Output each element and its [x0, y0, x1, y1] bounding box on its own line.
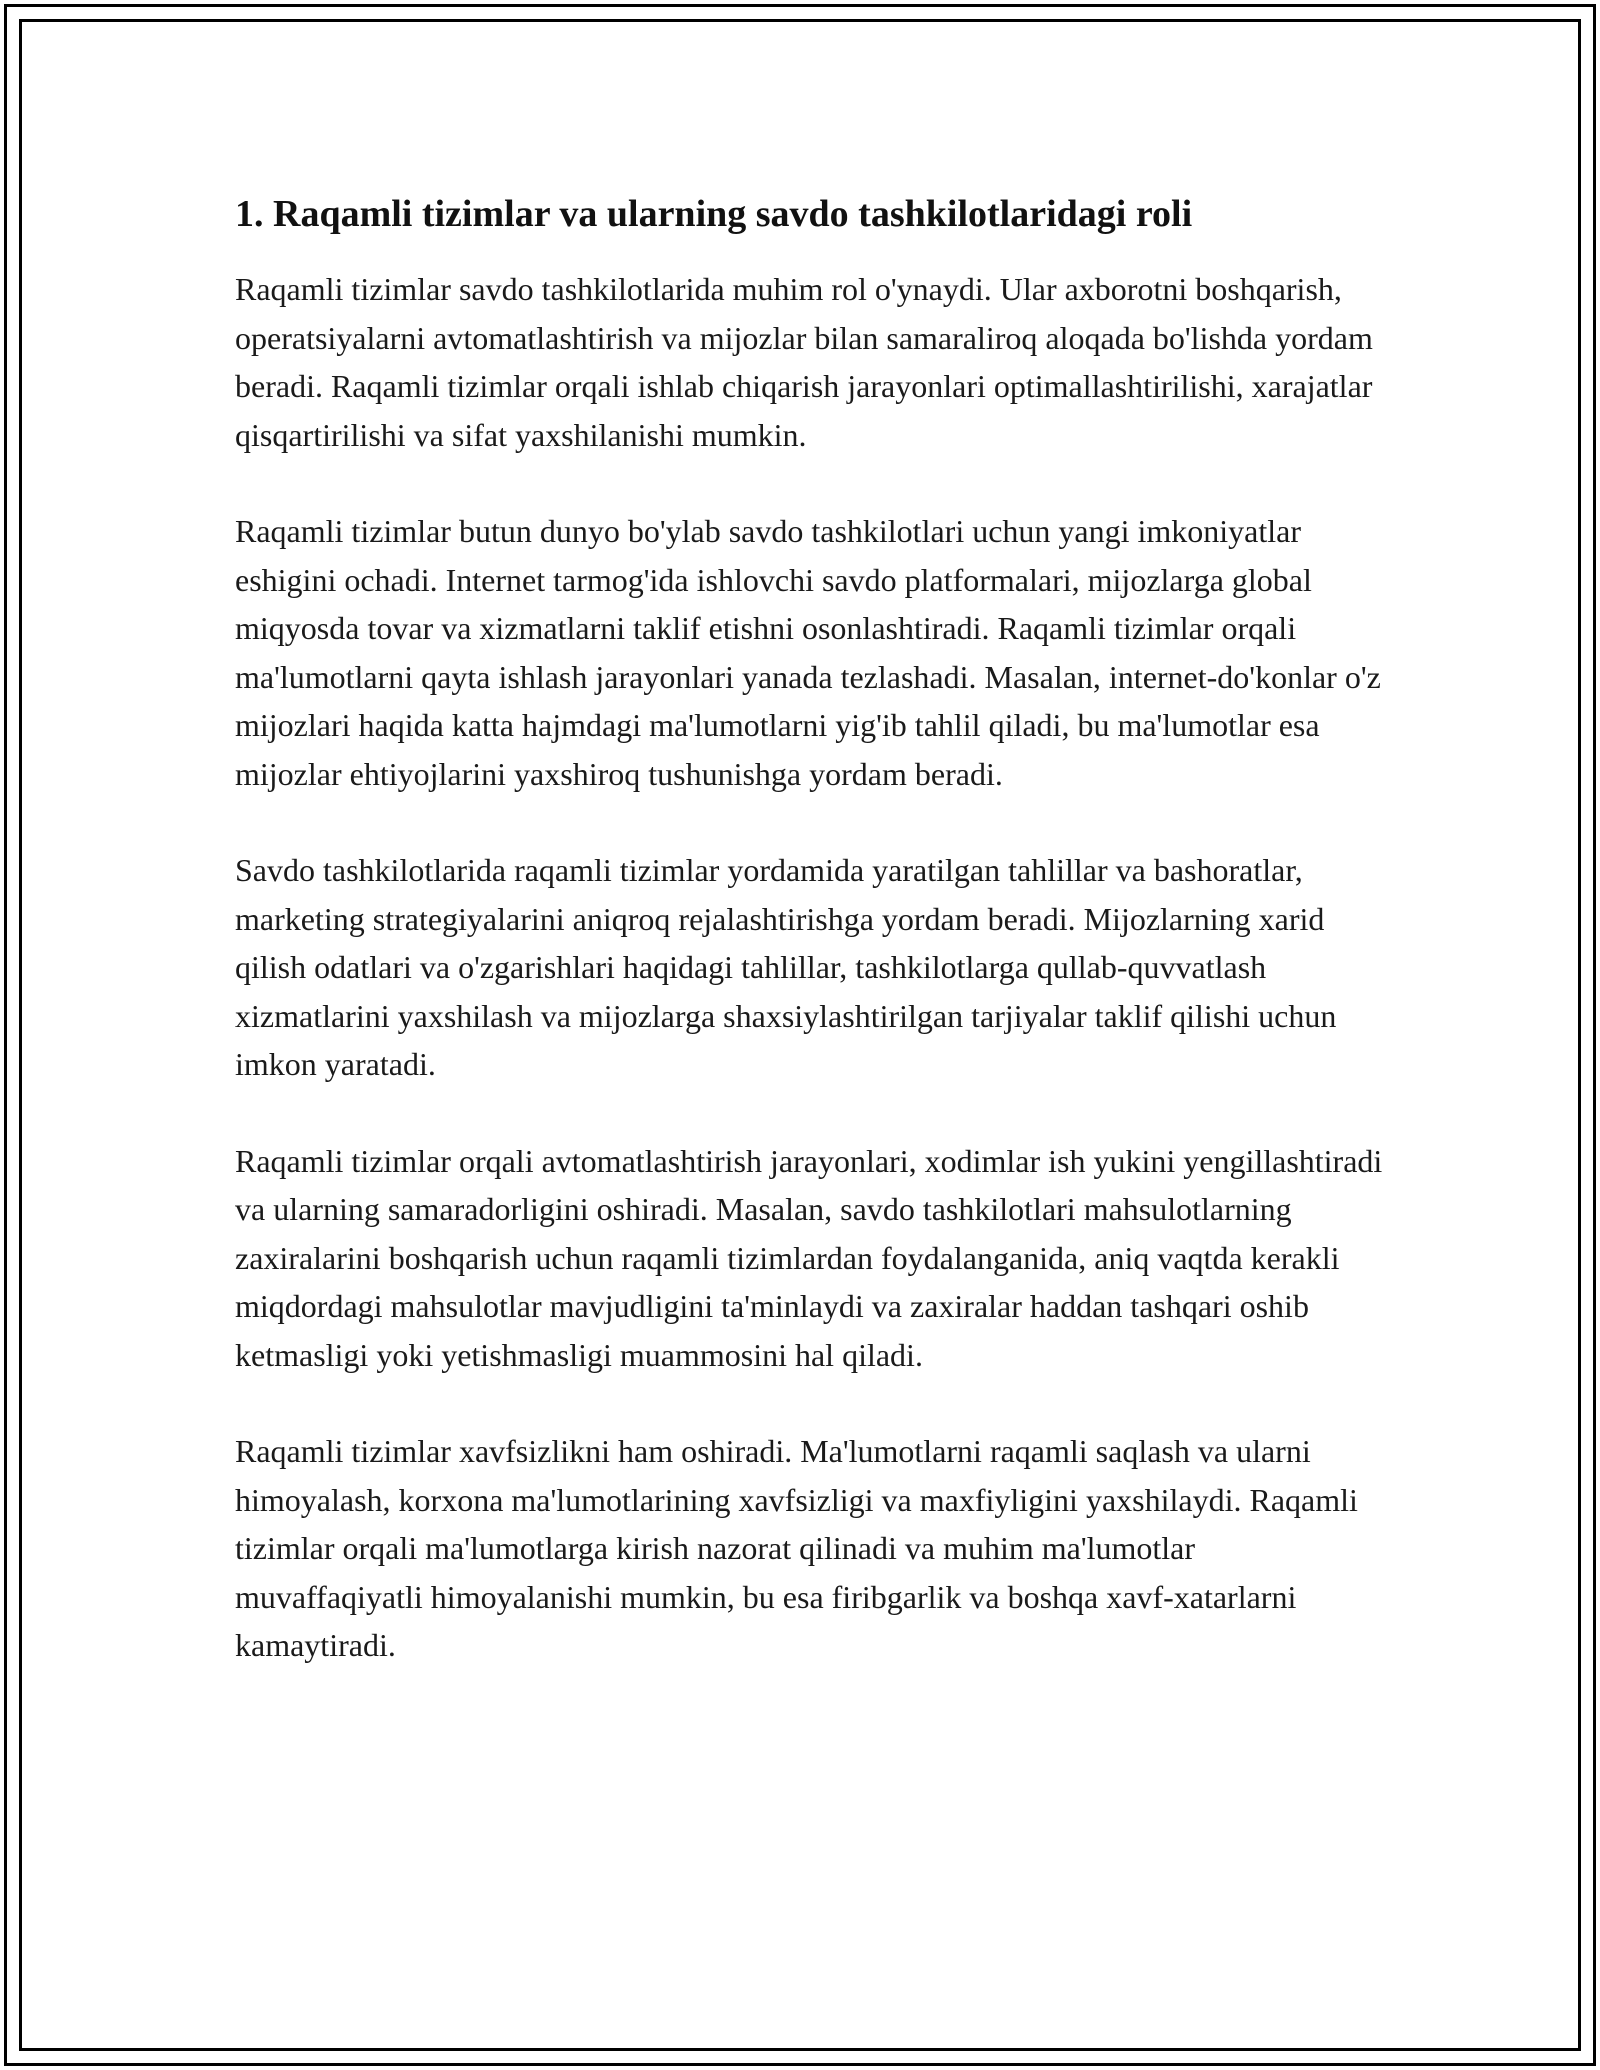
- section-heading: 1. Raqamli tizimlar va ularning savdo tashkilotlaridagi roli: [235, 193, 1193, 235]
- paragraph-1: Raqamli tizimlar savdo tashkilotlarida muhim rol o'ynaydi. Ular axborotni boshqarish, operatsiyalarni avtomatlashtirish va mijozlar bilan samaraliroq aloqada bo'lishda yordam beradi. Raqamli tizimlar orqali ishlab chiqarish jarayonlari optimallashtirilishi, xarajatlar qisqartirilishi va sifat yaxshilanishi mumkin.: [235, 271, 1373, 453]
- document-body: [235, 183, 1385, 1718]
- paragraph-5: Raqamli tizimlar xavfsizlikni ham oshiradi. Ma'lumotlarni raqamli saqlash va ularni himoyalash, korxona ma'lumotlarining xavfsizligi va maxfiyligini yaxshilaydi. Raqamli tizimlar orqali ma'lumotlarga kirish nazorat qilinadi va muhim ma'lumotlar muvaffaqiyatli himoyalanishi mumkin, bu esa firibgarlik va boshqa xavf-xatarlarni kamaytiradi.: [235, 1433, 1358, 1663]
- paragraph-3: Savdo tashkilotlarida raqamli tizimlar yordamida yaratilgan tahlillar va bashoratlar, marketing strategiyalarini aniqroq rejalashtirishga yordam beradi. Mijozlarning xarid qilish odatlari va o'zgarishlari haqidagi tahlillar, tashkilotlarga qullab-quvvatlash xizmatlarini yaxshilash va mijozlarga shaxsiylashtirilgan tarjiyalar taklif qilishi uchun imkon yaratadi.: [235, 852, 1337, 1082]
- paragraph-4: Raqamli tizimlar orqali avtomatlashtirish jarayonlari, xodimlar ish yukini yengillashtiradi va ularning samaradorligini oshiradi. Masalan, savdo tashkilotlari mahsulotlarning zaxiralarini boshqarish uchun raqamli tizimlardan foydalanganida, aniq vaqtda kerakli miqdordagi mahsulotlar mavjudligini ta'minlaydi va zaxiralar haddan tashqari oshib ketmasligi yoki yetishmasligi muammosini hal qiladi.: [235, 1142, 1383, 1373]
- paragraph-2: Raqamli tizimlar butun dunyo bo'ylab savdo tashkilotlari uchun yangi imkoniyatlar eshigini ochadi. Internet tarmog'ida ishlovchi savdo platformalari, mijozlarga global miqyosda tovar va xizmatlarni taklif etishni osonlashtiradi. Raqamli tizimlar orqali ma'lumotlarni qayta ishlash jarayonlari yanada tezlashadi. Masalan, internet-do'konlar o'z mijozlari haqida katta hajmdagi ma'lumotlarni yig'ib tahlil qiladi, bu ma'lumotlar esa mijozlar ehtiyojlarini yaxshiroq tushunishga yordam beradi.: [235, 513, 1381, 792]
